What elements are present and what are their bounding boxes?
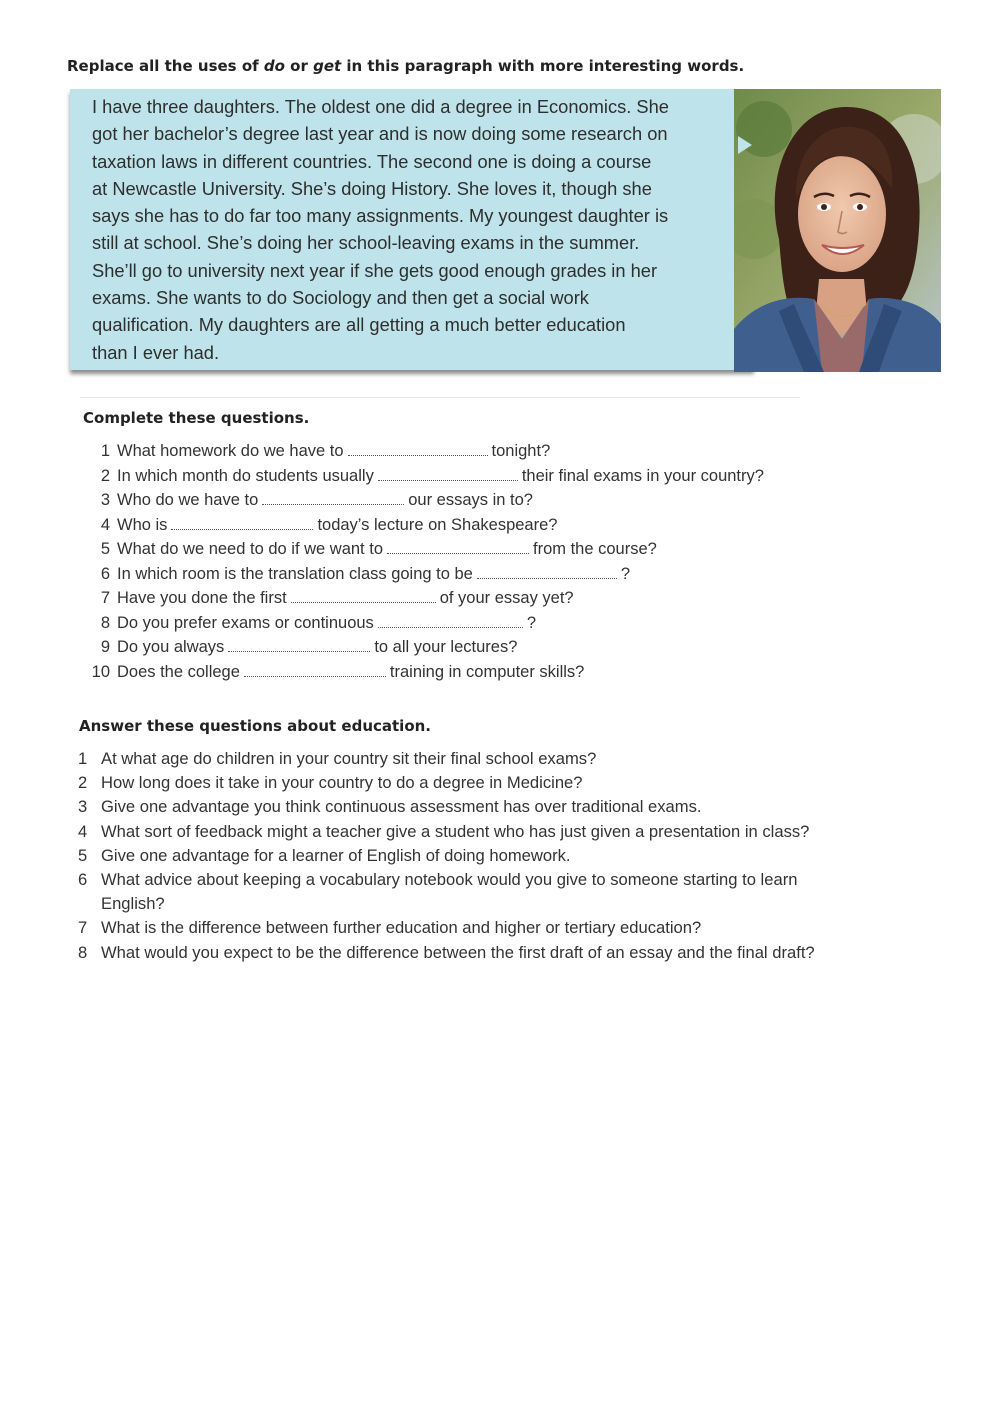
answer-blank[interactable]: [387, 539, 529, 554]
paragraph-line: at Newcastle University. She’s doing History. She loves it, though she: [92, 177, 652, 199]
complete-question-item: [84, 635, 884, 660]
question-number: 8: [78, 942, 88, 962]
heading-word-do: do: [263, 57, 285, 75]
question-number: 3: [100, 491, 110, 509]
paragraph-line: She’ll go to university next year if she gets good enough grades in her: [92, 259, 658, 281]
question-text-after: of your essay yet?: [439, 589, 574, 607]
answer-question-item: [78, 844, 858, 868]
question-text-before: What do we need to do if we want to: [117, 540, 383, 558]
question-text: What advice about keeping a vocabulary notebook would you give to someone starting to learn English?: [101, 870, 798, 914]
section-divider: [80, 397, 800, 398]
question-number: 5: [78, 845, 88, 865]
complete-question-item: [84, 611, 884, 636]
answer-blank[interactable]: [348, 441, 488, 456]
paragraph-box: [70, 89, 754, 370]
question-number: 1: [100, 442, 110, 460]
question-number: 9: [100, 638, 110, 656]
question-text-after: tonight?: [491, 442, 551, 460]
answer-question-item: [78, 916, 858, 940]
woman-portrait-photo: [734, 89, 941, 372]
question-text-after: their final exams in your country?: [521, 466, 764, 485]
question-text-before: Does the college: [117, 662, 240, 681]
question-text-after: to all your lectures?: [374, 638, 518, 656]
instruction-heading-answer: Answer these questions about education.: [79, 717, 432, 735]
answer-blank[interactable]: [171, 515, 313, 530]
question-text-before: In which room is the translation class going to be: [117, 564, 473, 583]
paragraph-line: got her bachelor’s degree last year and is now doing some research on: [92, 123, 668, 145]
heading-word-get: get: [313, 57, 342, 75]
question-number: 3: [78, 797, 88, 817]
question-number: 8: [100, 613, 110, 632]
paragraph-line: exams. She wants to do Sociology and then get a social work: [92, 287, 589, 309]
question-text-after: ?: [526, 613, 536, 632]
heading-text: in this paragraph with more interesting words.: [341, 57, 745, 75]
photo-pointer-arrow: [738, 136, 752, 154]
answer-blank[interactable]: [378, 613, 523, 628]
question-text: Give one advantage you think continuous assessment has over traditional exams.: [101, 797, 702, 817]
question-text: At what age do children in your country sit their final school exams?: [101, 749, 597, 768]
question-text: What is the difference between further education and higher or tertiary education?: [101, 918, 702, 938]
answer-question-item: [78, 868, 858, 916]
question-text-before: Have you done the first: [117, 589, 287, 607]
paragraph-text: [92, 93, 722, 366]
question-number: 6: [100, 564, 110, 583]
answer-question-item: [78, 941, 858, 965]
question-number: 5: [100, 540, 110, 558]
paragraph-line: I have three daughters. The oldest one did a degree in Economics. She: [92, 96, 669, 117]
question-number: 10: [91, 662, 110, 681]
instruction-heading-paragraph: [67, 57, 744, 75]
answer-question-item: [78, 747, 858, 771]
question-text-before: Who do we have to: [117, 491, 259, 509]
question-text-after: ?: [620, 564, 631, 583]
answer-blank[interactable]: [228, 637, 370, 652]
question-text-after: training in computer skills?: [389, 662, 585, 681]
question-number: 4: [78, 821, 88, 841]
complete-question-item: [84, 537, 884, 562]
question-text-after: our essays in to?: [408, 491, 533, 509]
complete-question-item: [84, 513, 884, 538]
complete-question-item: [84, 488, 884, 513]
answer-blank[interactable]: [291, 588, 436, 603]
paragraph-line: says she has to do far too many assignments. My youngest daughter is: [92, 205, 669, 227]
question-text: What would you expect to be the difference between the first draft of an essay and the final draft?: [101, 942, 815, 962]
paragraph-line: qualification. My daughters are all getting a much better education: [92, 314, 626, 336]
question-text-before: Do you prefer exams or continuous: [117, 613, 374, 632]
answer-blank[interactable]: [477, 564, 617, 579]
answer-blank[interactable]: [244, 662, 386, 677]
complete-question-item: [84, 464, 884, 489]
question-text-after: today’s lecture on Shakespeare?: [317, 515, 558, 534]
complete-question-item: [84, 660, 884, 685]
paragraph-line: still at school. She’s doing her school-leaving exams in the summer.: [92, 232, 640, 254]
question-text-before: What homework do we have to: [117, 442, 344, 460]
question-text-after: from the course?: [533, 540, 657, 558]
question-text: What sort of feedback might a teacher give a student who has just given a presentation in class?: [101, 821, 810, 841]
complete-question-item: [84, 586, 884, 611]
answer-blank[interactable]: [378, 466, 518, 481]
question-text-before: Do you always: [117, 638, 225, 656]
question-number: 6: [78, 870, 88, 890]
question-number: 7: [78, 918, 88, 938]
complete-questions-list: [84, 439, 884, 684]
complete-question-item: [84, 439, 884, 464]
complete-question-item: [84, 562, 884, 587]
answer-question-item: [78, 795, 858, 819]
paragraph-line: than I ever had.: [92, 341, 220, 363]
question-number: 2: [78, 773, 88, 793]
answer-question-item: [78, 820, 858, 844]
question-number: 4: [100, 515, 110, 534]
instruction-heading-complete: Complete these questions.: [83, 409, 310, 427]
answer-questions-list: [78, 747, 858, 965]
answer-question-item: [78, 771, 858, 795]
question-text-before: In which month do students usually: [117, 466, 374, 485]
heading-text: Replace all the uses of: [67, 57, 264, 75]
paragraph-line: taxation laws in different countries. The second one is doing a course: [92, 150, 652, 172]
question-text: How long does it take in your country to do a degree in Medicine?: [101, 773, 583, 793]
question-number: 7: [100, 589, 110, 607]
answer-blank[interactable]: [262, 490, 404, 505]
question-number: 2: [100, 466, 110, 485]
question-text: Give one advantage for a learner of English of doing homework.: [101, 845, 571, 865]
question-number: 1: [78, 749, 88, 768]
question-text-before: Who is: [117, 515, 168, 534]
heading-text: or: [284, 57, 314, 75]
